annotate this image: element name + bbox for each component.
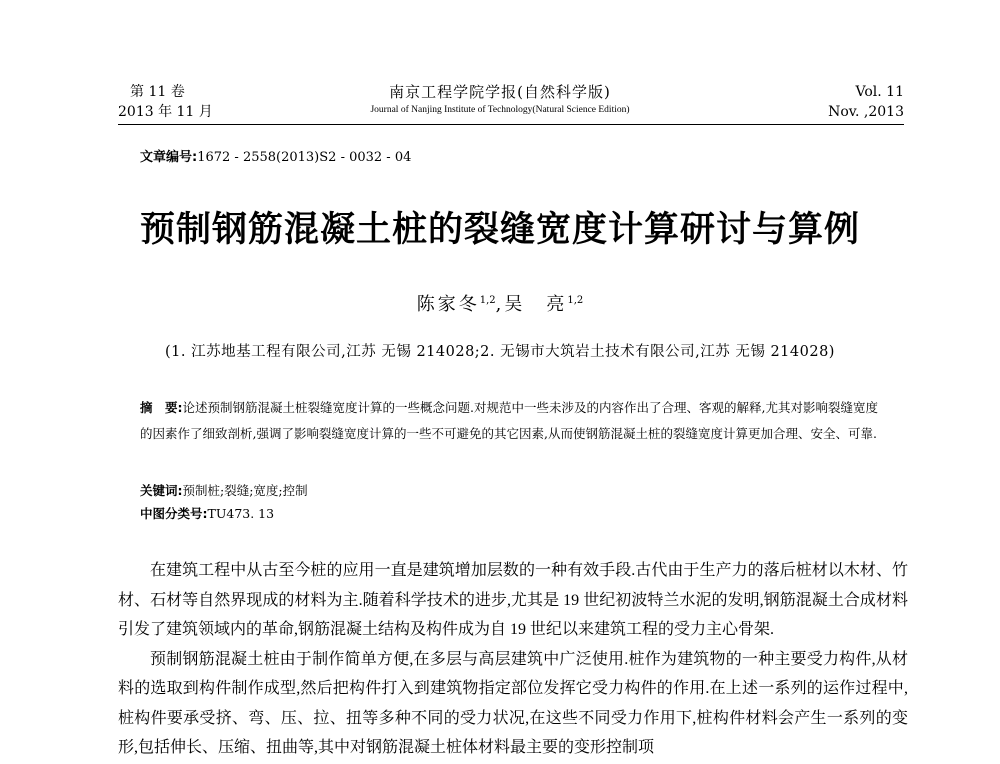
authors — [0, 290, 1000, 316]
header-rule — [118, 124, 904, 125]
author-affil-mark: 1,2 — [567, 295, 584, 306]
article-number-label: 文章编号: — [140, 150, 198, 165]
volume-en: Vol. 11 — [855, 84, 904, 100]
affiliations: (1. 江苏地基工程有限公司,江苏 无锡 214028;2. 无锡市大筑岩土技术有限公司,江苏 无锡 214028) — [165, 344, 835, 360]
paragraph: 预制钢筋混凝土桩由于制作简单方便,在多层与高层建筑中广泛使用.桩作为建筑物的一种主要受力构件,从材料的选取到构件制作成型,然后把构件打入到建筑物指定部位发挥它受力构件的作用.在上述一系列的运作过程中,桩构件要承受挤、弯、压、拉、扭等多种不同的受力状况,在这些不同受力作用下,桩构件材料会产生一系列的变形,包括伸长、压缩、扭曲等,其中对钢筋混凝土桩体材料最主要的变形控制项 — [118, 650, 908, 756]
body-text — [118, 556, 908, 763]
keywords — [140, 481, 308, 499]
author-affil-mark: 1,2 — [479, 295, 496, 306]
keywords-label: 关键词: — [140, 483, 183, 498]
journal-title-cn: 南京工程学院学报(自然科学版) — [389, 83, 611, 101]
header-left — [118, 82, 213, 122]
paper-title: 预制钢筋混凝土桩的裂缝宽度计算研讨与算例 — [139, 210, 860, 250]
keywords-value: 预制桩;裂缝;宽度;控制 — [182, 483, 308, 498]
author-name: 陈家冬 — [416, 294, 480, 315]
classification-label: 中图分类号: — [140, 506, 208, 521]
article-number-value: 1672 - 2558(2013)S2 - 0032 - 04 — [197, 150, 412, 165]
author-separator: , — [495, 294, 505, 315]
header-right — [820, 82, 904, 122]
classification-number — [140, 504, 274, 522]
date-en: Nov. ,2013 — [828, 104, 904, 120]
abstract — [140, 395, 878, 447]
abstract-label: 摘 要: — [140, 400, 183, 415]
paragraph: 在建筑工程中从古至今桩的应用一直是建筑增加层数的一种有效手段.古代由于生产力的落后桩材以木材、竹材、石材等自然界现成的材料为主.随着科学技术的进步,尤其是 19 世纪初波特兰水泥的发明,钢筋混凝土合成材料引发了建筑领域内的革命,钢筋混凝土结构及构件成为自 19 世纪以来建筑工程的受力主心骨架. — [118, 562, 908, 638]
journal-title-en: Journal of Nanjing Institute of Technology(Natural Science Edition) — [370, 105, 630, 115]
volume-cn: 第 11 卷 — [130, 84, 185, 100]
article-number — [140, 146, 411, 165]
header-center — [330, 82, 670, 118]
classification-value: TU473. 13 — [207, 506, 275, 521]
author-name: 吴 亮 — [504, 294, 568, 315]
date-cn: 2013 年 11 月 — [118, 104, 213, 120]
abstract-text: 论述预制钢筋混凝土桩裂缝宽度计算的一些概念问题.对规范中一些未涉及的内容作出了合理、客观的解释,尤其对影响裂缝宽度的因素作了细致剖析,强调了影响裂缝宽度计算的一些不可避免的其它因素,从而使钢筋混凝土桩的裂缝宽度计算更加合理、安全、可靠. — [140, 400, 878, 441]
